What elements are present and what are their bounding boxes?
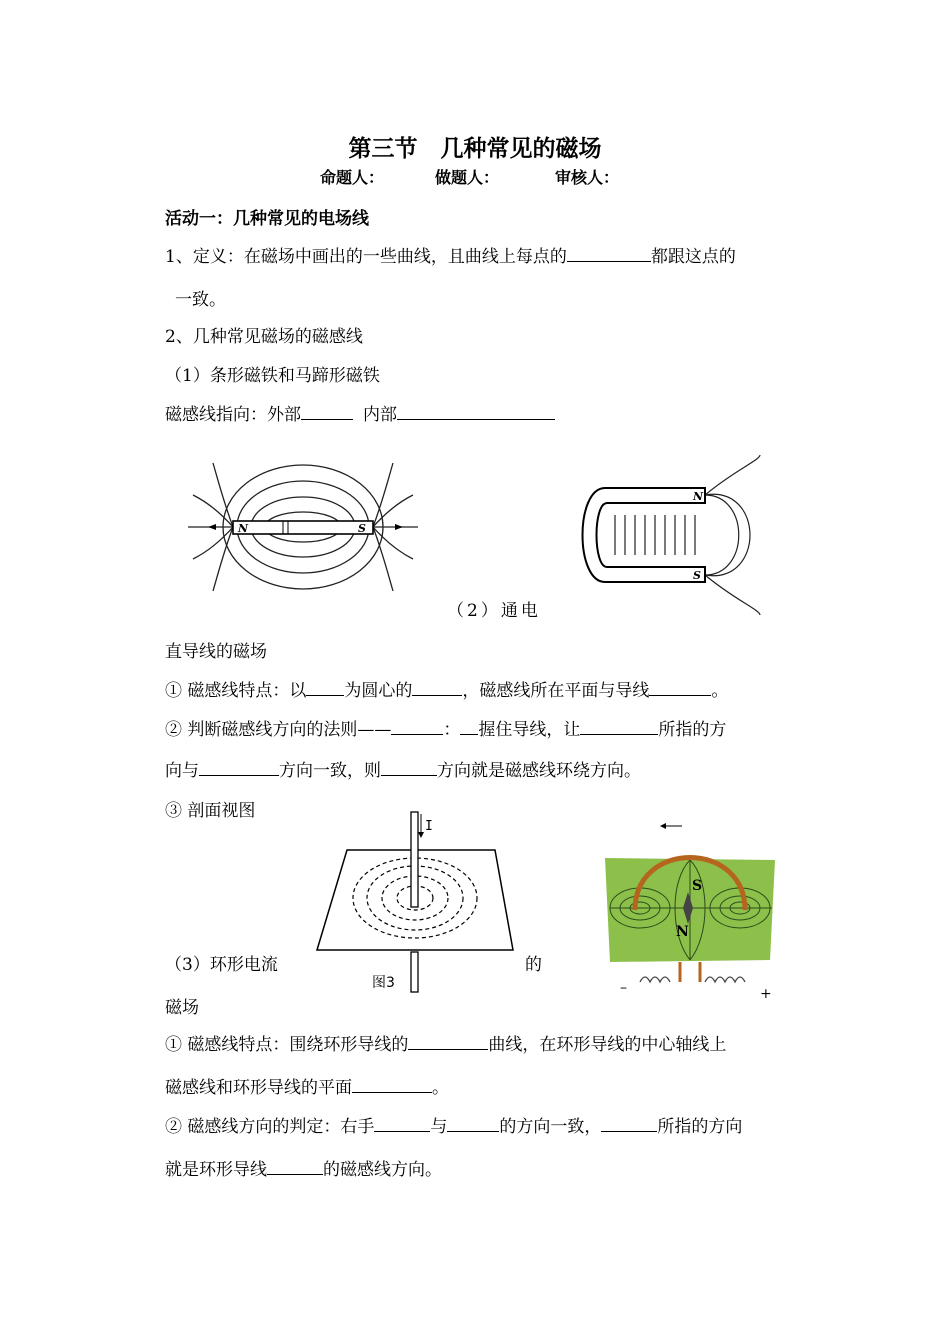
q2-2-heading-cont: 直导线的磁场 (165, 642, 267, 662)
straight-wire-figure (315, 810, 520, 995)
ring-plus-label: + (760, 986, 772, 1002)
q2-1-heading: （1）条形磁铁和马蹄形磁铁 (165, 366, 380, 386)
q2-heading: 2、几种常见磁场的磁感线 (165, 327, 363, 347)
bar-s-label: S (358, 522, 366, 535)
doer-label: 做题人： (435, 168, 500, 187)
ring-line3: ② 磁感线方向的判定：右手 与 的方向一致， 所指的方向 (165, 1117, 743, 1137)
bar-n-label: N (238, 522, 249, 535)
ring-line1: ① 磁感线特点：围绕环形导线的 曲线，在环形导线的中心轴线上 (165, 1035, 727, 1055)
wire-line4: ③ 剖面视图 (165, 801, 256, 821)
wire-line1: ① 磁感线特点：以 为圆心的 ，磁感线所在平面与导线 。 (165, 681, 729, 701)
q2-2-heading: （2）通电 (447, 601, 541, 621)
author-label: 命题人： (320, 168, 385, 187)
q2-3-heading: （3）环形电流 (165, 955, 278, 975)
q1-line2: 一致。 (175, 290, 226, 310)
ring-n-label: N (676, 924, 689, 940)
fig3-caption: 图3 (372, 975, 395, 991)
ring-line2: 磁感线和环形导线的平面 。 (165, 1078, 449, 1098)
page-title: 第三节 几种常见的磁场 (348, 135, 602, 162)
horseshoe-magnet-figure (575, 455, 765, 615)
ring-line4: 就是环形导线 的磁感线方向。 (165, 1160, 442, 1180)
bar-magnet-figure (188, 455, 418, 600)
ring-current-figure (600, 820, 780, 1000)
wire-line2: ② 判断磁感线方向的法则—— ： 握住导线，让 所指的方 (165, 720, 727, 740)
activity-heading: 活动一：几种常见的电场线 (165, 209, 369, 229)
direction-line: 磁感线指向：外部 内部 (165, 400, 555, 425)
reviewer-label: 审核人： (555, 168, 620, 187)
q2-3-heading-de: 的 (525, 955, 542, 975)
wire-line3: 向与 方向一致，则 方向就是磁感线环绕方向。 (165, 761, 641, 781)
q2-3-heading-cont: 磁场 (165, 998, 199, 1018)
ring-s-label: S (692, 878, 703, 894)
ring-minus-label: – (620, 980, 627, 996)
horseshoe-n-label: N (693, 490, 704, 503)
current-label: I (425, 819, 433, 834)
q1-line1: 1、定义：在磁场中画出的一些曲线，且曲线上每点的 都跟这点的 (165, 247, 736, 267)
horseshoe-s-label: S (693, 569, 701, 582)
